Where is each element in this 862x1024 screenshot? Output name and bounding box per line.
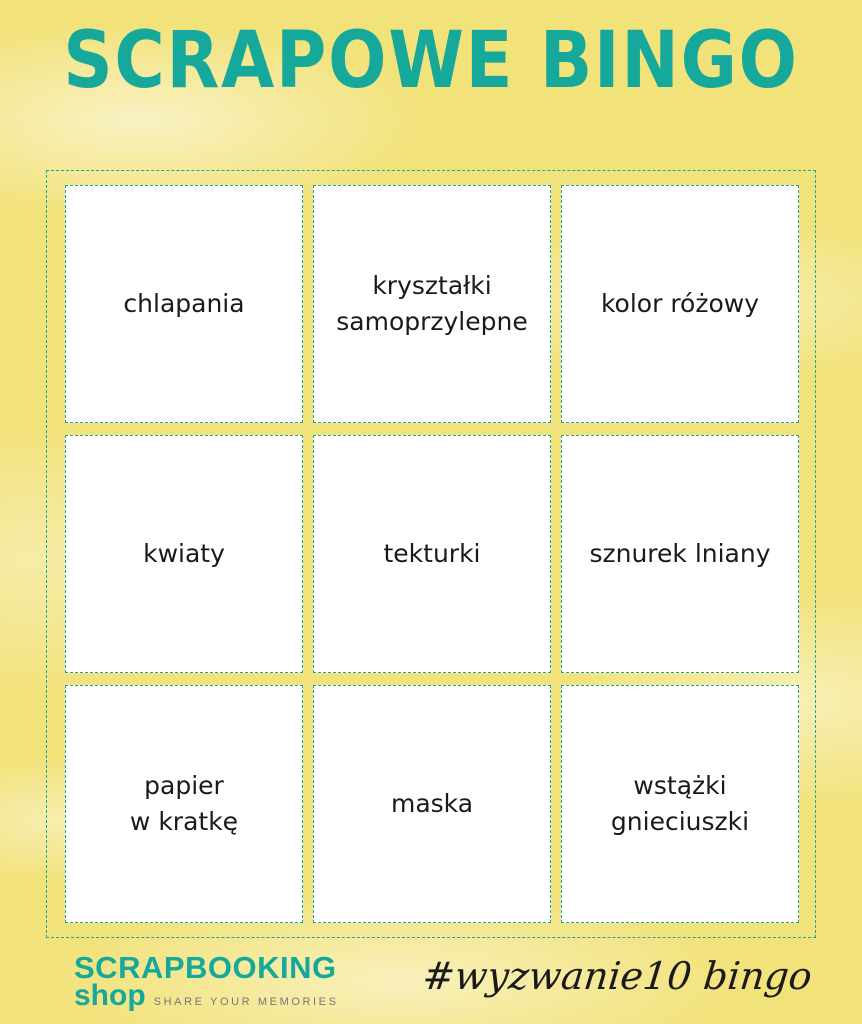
- bingo-cell-label: tekturki: [383, 538, 481, 568]
- bingo-cell: [65, 435, 303, 673]
- bingo-cell: [561, 685, 799, 923]
- logo-tagline: SHARE YOUR MEMORIES: [153, 996, 339, 1008]
- bingo-cell: [313, 685, 551, 923]
- page-title: SCRAPOWE BINGO: [63, 16, 799, 106]
- bingo-cell: [313, 435, 551, 673]
- logo-main-text: SCRAPBOOKING: [74, 950, 337, 985]
- bingo-cell-label: wstążki gnieciuszki: [610, 770, 750, 836]
- bingo-cell: [313, 185, 551, 423]
- bingo-cell-label: kolor różowy: [600, 288, 760, 318]
- bingo-cell-label: chlapania: [123, 288, 245, 318]
- bingo-cell: [561, 435, 799, 673]
- logo-shop-text: shop: [74, 979, 146, 1012]
- bingo-cell-label: kryształki samoprzylepne: [336, 270, 528, 336]
- bingo-cell: [561, 185, 799, 423]
- hashtag: #wyzwanie10 bingo: [420, 954, 815, 998]
- bingo-cell-label: sznurek lniany: [589, 538, 771, 568]
- bingo-cell-label: papier w kratkę: [129, 770, 239, 836]
- bingo-cell-label: kwiaty: [143, 538, 225, 568]
- bingo-cell-label: maska: [390, 788, 474, 818]
- bingo-cell: [65, 185, 303, 423]
- bingo-board: [46, 170, 816, 938]
- bingo-cell: [65, 685, 303, 923]
- scrapbooking-shop-logo: [74, 952, 339, 1011]
